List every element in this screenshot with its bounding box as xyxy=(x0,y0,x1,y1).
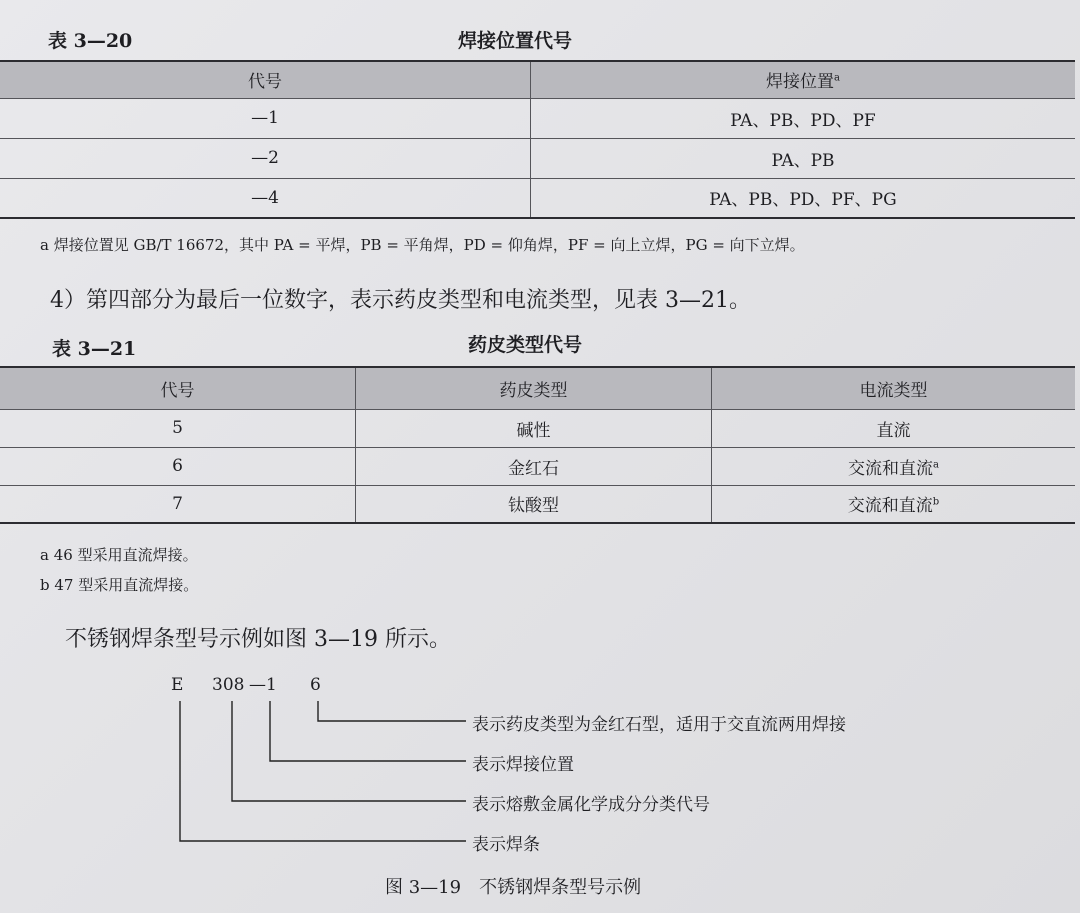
table21-cell-coating: 碱性 xyxy=(356,409,712,447)
table21-header-code: 代号 xyxy=(0,367,356,409)
figure-3-19-caption: 图 3—19 不锈钢焊条型号示例 xyxy=(385,877,642,898)
table-3-21-footnote-b: b 47 型采用直流焊接。 xyxy=(40,576,199,594)
table-3-21-title: 药皮类型代号 xyxy=(468,334,583,356)
code-part-308: 308 xyxy=(212,675,245,695)
table21-header-current: 电流类型 xyxy=(712,367,1076,409)
leader-line-electrode xyxy=(180,701,466,841)
table21-cell-code: 6 xyxy=(172,456,183,476)
table-3-20-title: 焊接位置代号 xyxy=(458,30,573,52)
table-3-21-label: 表 3—21 xyxy=(52,338,137,360)
code-part-dash-1: —1 xyxy=(249,675,277,695)
label-electrode: 表示焊条 xyxy=(472,835,540,855)
leader-line-position xyxy=(270,701,466,761)
table21-cell-coating: 金红石 xyxy=(356,447,712,485)
table21-cell-coating: 钛酸型 xyxy=(356,485,712,523)
code-part-6: 6 xyxy=(310,675,321,695)
table21-cell-current: 直流 xyxy=(712,409,1076,447)
leader-line-composition xyxy=(232,701,466,801)
paragraph-coating-type: 4）第四部分为最后一位数字，表示药皮类型和电流类型，见表 3—21。 xyxy=(50,288,751,313)
table20-header-code: 代号 xyxy=(0,61,531,98)
table20-header-position: 焊接位置$^a$ xyxy=(531,61,1076,98)
table20-cell-code: —1 xyxy=(251,108,279,128)
table20-cell-code: —4 xyxy=(251,187,279,208)
table-3-20-footnote: a 焊接位置见 GB/T 16672，其中 PA = 平焊，PB = 平角焊，PD = 仰角焊，PF = 向上立焊，PG = 向下立焊。 xyxy=(40,236,805,254)
table21-header-coating: 药皮类型 xyxy=(356,367,712,409)
table21-cell-code: 5 xyxy=(172,418,183,438)
table-3-21-footnote-a: a 46 型采用直流焊接。 xyxy=(40,546,198,564)
label-coating-type: 表示药皮类型为金红石型，适用于交直流两用焊接 xyxy=(472,715,846,735)
table20-cell-position: PA、PB、PD、PF、PG xyxy=(531,178,1076,218)
table-3-20-label: 表 3—20 xyxy=(48,30,133,52)
leader-line-coating xyxy=(318,701,466,721)
label-chemical-composition: 表示熔敷金属化学成分分类代号 xyxy=(472,795,710,815)
paragraph-example-intro: 不锈钢焊条型号示例如图 3—19 所示。 xyxy=(65,627,451,652)
table21-cell-code: 7 xyxy=(172,493,183,514)
table20-cell-position: PA、PB xyxy=(531,138,1076,178)
table21-cell-current: 交流和直流$^b$ xyxy=(712,485,1076,523)
table20-cell-position: PA、PB、PD、PF xyxy=(531,98,1076,138)
label-welding-position: 表示焊接位置 xyxy=(472,755,574,775)
table21-cell-current: 交流和直流$^a$ xyxy=(712,447,1076,485)
table20-cell-code: —2 xyxy=(251,148,279,168)
code-part-e: E xyxy=(171,675,184,695)
